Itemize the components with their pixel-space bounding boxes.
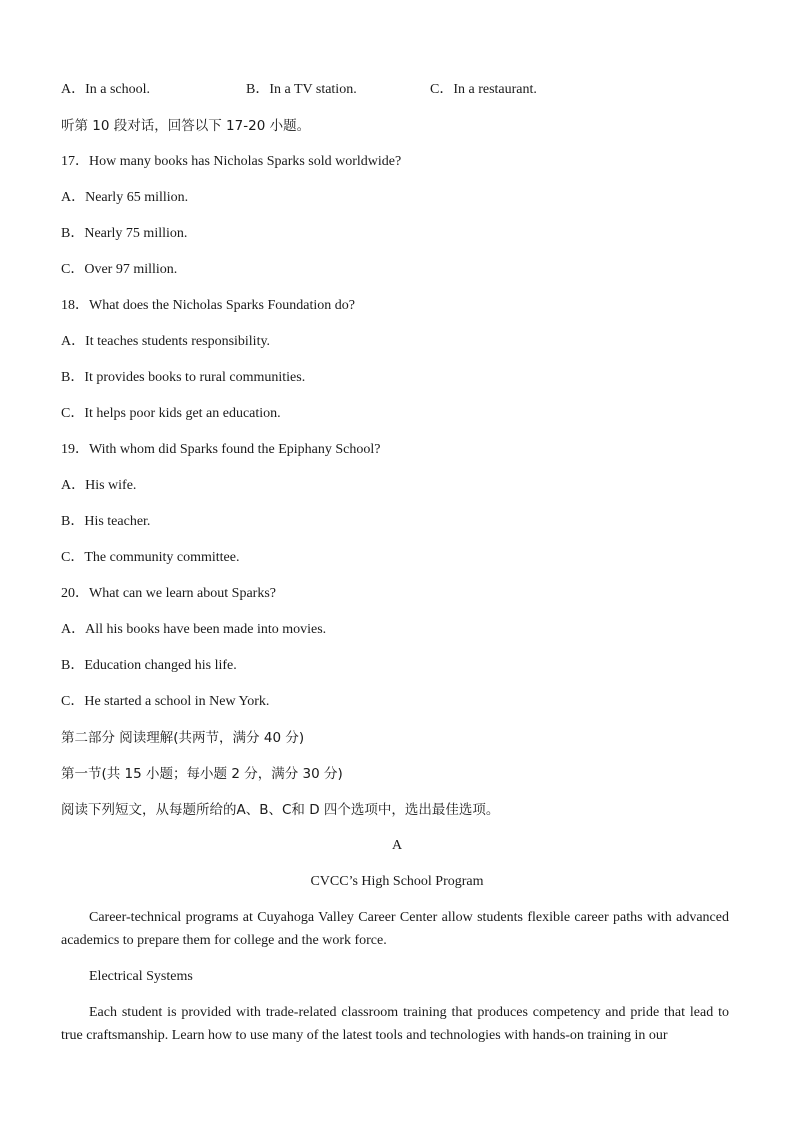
q19-option-b: B．His teacher. xyxy=(61,514,151,529)
q17-stem: 17．How many books has Nicholas Sparks sold worldwide? xyxy=(61,154,402,169)
q16-option-b: B．In a TV station. xyxy=(246,82,357,97)
passage-title: CVCC’s High School Program xyxy=(310,874,484,889)
q18-option-c: C．It helps poor kids get an education. xyxy=(61,406,281,421)
reading-instruction: 阅读下列短文，从每题所给的A、B、C和 D 四个选项中，选出最佳选项。 xyxy=(61,802,500,818)
passage-paragraph-2: Each student is provided with trade-related classroom training that produces competency and pride that lead to true craftsmanship. Learn how to use many of the latest tools and technologies with hands-on training in our xyxy=(61,1005,729,1043)
q17-option-c: C．Over 97 million. xyxy=(61,262,178,277)
q20-option-a: A．All his books have been made into movies. xyxy=(61,622,327,637)
q17-option-b: B．Nearly 75 million. xyxy=(61,226,188,241)
passage-subheading: Electrical Systems xyxy=(89,969,193,984)
q20-option-c: C．He started a school in New York. xyxy=(61,694,270,709)
q19-option-c: C．The community committee. xyxy=(61,550,240,565)
passage-paragraph-1: Career-technical programs at Cuyahoga Valley Career Center allow students flexible career paths with advanced academics to prepare them for college and the work force. xyxy=(61,910,729,948)
part2-title: 第二部分 阅读理解(共两节，满分 40 分) xyxy=(61,730,305,746)
q19-stem: 19．With whom did Sparks found the Epiphany School? xyxy=(61,442,381,457)
section1-title: 第一节(共 15 小题；每小题 2 分，满分 30 分) xyxy=(61,766,343,782)
q18-option-b: B．It provides books to rural communities. xyxy=(61,370,306,385)
q20-option-b: B．Education changed his life. xyxy=(61,658,237,673)
q20-stem: 20．What can we learn about Sparks? xyxy=(61,586,276,601)
passage-letter: A xyxy=(391,838,403,853)
q16-options xyxy=(61,81,741,99)
q18-stem: 18．What does the Nicholas Sparks Foundation do? xyxy=(61,298,355,313)
dialogue-10-instruction: 听第 10 段对话，回答以下 17-20 小题。 xyxy=(61,118,311,134)
q16-option-c: C．In a restaurant. xyxy=(430,82,537,97)
q16-option-a: A．In a school. xyxy=(61,82,151,97)
q17-option-a: A．Nearly 65 million. xyxy=(61,190,189,205)
q19-option-a: A．His wife. xyxy=(61,478,137,493)
q18-option-a: A．It teaches students responsibility. xyxy=(61,334,271,349)
